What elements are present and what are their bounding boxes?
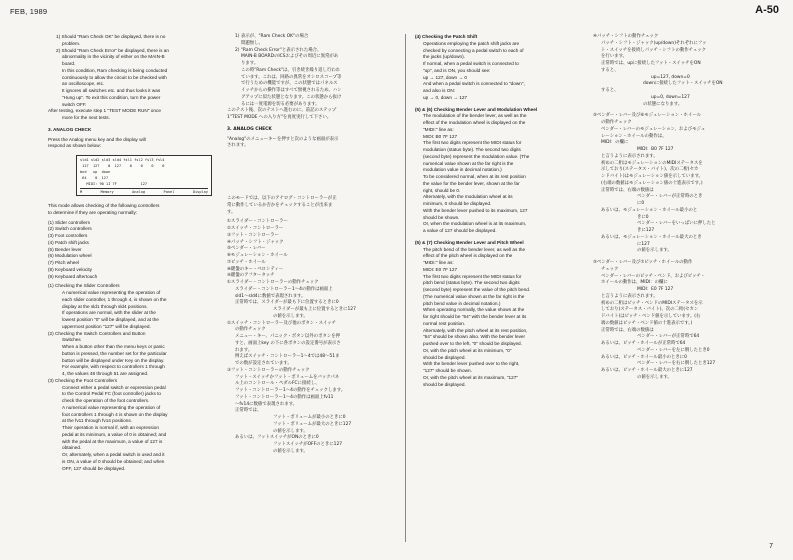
para: is ON, a value of 0 should be obtained; and when	[62, 458, 165, 464]
para: up → 0, down → 127	[423, 94, 468, 100]
list-item: ①スライダー・コントローラー	[227, 219, 288, 225]
para: MIDI: E0 7F 127	[423, 266, 458, 272]
lcd-row: bnd up down	[80, 170, 111, 174]
para: "Analog"のメニューキーを押すと次のような画面が表示	[227, 136, 339, 142]
para: checked by connecting a pedal switch to each of	[423, 47, 524, 53]
para: more for the next tests.	[62, 115, 110, 120]
para: When a button other than the menu keys or panic	[62, 344, 165, 349]
para: modulation (status byte). The second two digits	[423, 147, 521, 152]
para: フット・スイッチかフット・ボリュームをバックパネ	[235, 374, 340, 380]
para: sld1～sld4に数値で表現されます。	[235, 293, 306, 299]
para: normal rest position.	[423, 320, 466, 326]
para: ベンダー・レバーを右に倒したとき127	[637, 361, 716, 367]
para: ドバイト)はピッチ・ベンド値を示しています。(右	[601, 314, 701, 319]
para: あるいは、モジュレーション・ホイール最大のとき	[601, 234, 702, 240]
para: problem.	[62, 40, 81, 46]
para: レーション・ホイールの動作は、	[601, 133, 667, 139]
section-heading: 3. ANALOG CHECK	[227, 126, 272, 132]
subsection-heading: (1) Checking the Slider Controllers	[48, 283, 120, 289]
column-2-japanese	[227, 34, 397, 456]
para: a value of 127 should be displayed.	[423, 228, 497, 233]
para: abnormality in the vicinity of either on the MAIN-B	[62, 54, 165, 60]
list-item: ⑨鍵盤のアフタータッチ	[227, 273, 275, 279]
para: このテスト後、次のテストへ進むのに、前記のステップ	[227, 108, 337, 114]
para: あるいは、フットスイッチがONのときに0	[235, 435, 319, 441]
lcd-menu-item: Display	[192, 190, 208, 194]
para: In this condition, Ram checking is being conducted	[62, 67, 168, 73]
para: 正常時では、右端の数値は	[601, 327, 654, 333]
para: チェック	[601, 266, 619, 272]
para: フット・ボリュームが最大のときに127	[273, 421, 352, 427]
list-item: (4) Patch shift jacks	[48, 239, 89, 245]
para: With the bender lever pushed over to the right,	[423, 361, 520, 367]
para: Or, when the modulation wheel is at its maximum,	[423, 221, 527, 227]
para: "Hung up". To exit this condition, turn the power	[62, 94, 161, 100]
lcd-menu-item: Panel	[163, 190, 175, 194]
para: Operations employing the patch shift jacks are	[423, 40, 520, 46]
para: 示しており(ステータス・バイト)、次の二桁(セカ	[601, 167, 699, 173]
para: MAIN-B BOARDのICSおよびその周辺に異常があ	[241, 54, 339, 60]
list-item: (9) Keyboard aftertouch	[48, 273, 98, 279]
para: の値を示します。	[273, 313, 308, 319]
para: しており(ステータス・バイト)、次の二桁(セカン	[601, 307, 699, 313]
para: と言うように表示されます。	[601, 293, 658, 299]
para: Or, with the pitch wheel at its maximum, "127"	[423, 374, 519, 380]
para: (The numerical value shown at the far right is the	[423, 293, 525, 299]
header-date: FEB, 1989	[10, 7, 48, 16]
para: The first two digits represent the MIDI status for	[423, 140, 522, 146]
para: の値を示します。	[273, 448, 308, 454]
para: obtained.	[62, 445, 82, 451]
para: should be displayed.	[423, 354, 466, 360]
subsection-heading: ⑤ベンダー・レバー及び⑥モジュレーション・ホイール	[593, 113, 702, 119]
para: effect of the pitch wheel is displayed on the	[423, 253, 513, 259]
lcd-menu-bar	[80, 188, 208, 195]
lcd-display	[76, 155, 212, 196]
subsection-heading: ④パッチ・シフトの動作チェック	[593, 34, 659, 39]
para: button is pressed, the number set for the particular	[62, 350, 167, 356]
para: ています。これは、回路の異常をオシロスコープ等	[241, 74, 342, 80]
para: るには一度電源を切る必要があります。	[241, 101, 320, 107]
para: の動作チェック	[235, 327, 266, 333]
subsection-heading: ⑤ベンダー・レバー及び⑦ピッチ・ホイールの動作	[593, 260, 693, 265]
para: lowest position "0" will be displayed, and at the	[62, 317, 159, 322]
para: downに接続したフット・スイッチをON	[643, 81, 723, 87]
para: 例えばスイッチ・コントローラー1～4では48～51ま	[235, 354, 340, 360]
para: あるいは、ピッチ・ホイール最大のときに127	[601, 368, 693, 373]
para: イッチからの操作等はすべて無視されるため、ハン	[241, 88, 342, 93]
para: ル上のコントロール・ペダルFCに接続し、	[235, 381, 320, 387]
para: "up", and is ON, you should see:	[423, 67, 491, 73]
para: MIDI: B0 7F 127	[423, 133, 458, 139]
para: の値を示します。	[637, 248, 672, 254]
para: each slider controller, 1 through 4, is shown on the	[62, 296, 167, 302]
para: The modulation of the bender lever, as well as the	[423, 113, 527, 119]
para: minimum, 0 should be displayed.	[423, 201, 492, 206]
list-item: (8) Keyboard velocity	[48, 266, 93, 272]
para: "MIDI:" line as:	[423, 260, 454, 265]
para: right, should be 0.	[423, 187, 461, 193]
list-item: ②スイッチ・コントローラー	[227, 226, 284, 231]
para: あるいは、ピッチ・ホイール最小のときに0	[601, 354, 687, 360]
para: 4, the values 48 through 51 are assigned.	[62, 371, 149, 376]
para: 問題無し。	[241, 40, 263, 46]
subsection-heading: (5) & (7) Checking Bender Lever and Pitch Wheel	[415, 239, 524, 245]
para: numerical value shown at the far right is the	[423, 160, 514, 166]
page-number: 7	[769, 543, 773, 550]
para: If normal, when a pedal switch is connected to	[423, 61, 519, 66]
para: up=127, down=0	[651, 74, 690, 80]
para: pedal at its minimum, a value of 0 is obtained; and	[62, 431, 167, 437]
subsection-heading: (2) Checking the Switch Controllers and Button	[48, 330, 146, 336]
para: ベンダー・レバーが正常時のとき	[637, 194, 703, 200]
para: 1) Should "Ram Check OK" be displayed, there is no	[56, 34, 166, 39]
para: MIDI：E0 7F 127	[637, 287, 674, 292]
column-divider	[405, 34, 406, 542]
header-code: A-50	[755, 4, 779, 16]
para: ります。	[241, 61, 259, 66]
para: フットスイッチがOFFのときに127	[273, 442, 343, 447]
para: Or, alternately, when a pedal switch is used and it	[62, 452, 165, 457]
para: MIDI：B0 7F 127	[637, 147, 674, 152]
para: す。	[227, 209, 236, 215]
para: メニュー・キー、パニック・ボタン以外のボタンを押	[235, 334, 341, 339]
para: スライダーが最も上に位置するときに127	[273, 307, 356, 312]
column-1-english	[48, 34, 216, 472]
para: 1) 表示が、"Ram Check OK"の場合	[235, 34, 309, 39]
para: Their operation is normal if, with an expression	[62, 425, 159, 430]
para: での数が設定されています。	[235, 361, 292, 366]
para: modulation value in decimal notation.)	[423, 167, 502, 173]
para: Press the Analog menu key and the display will	[48, 136, 146, 142]
para: に127	[637, 241, 650, 247]
para: to the Control Pedal FC (foot controller) jacks to	[62, 391, 162, 397]
para: パッチ・シフト・ジャック(up/down)それぞれにフッ	[601, 40, 707, 46]
para: With the bender lever pushed to its maximum, 127	[423, 207, 528, 213]
lcd-menu-item: Analog	[132, 190, 146, 194]
para: すと、画面上key の下に各ボタンの設定番号が表示さ	[235, 340, 341, 346]
para: に0	[637, 201, 645, 206]
para: "127" should be shown.	[423, 368, 472, 373]
para: すると、	[601, 88, 619, 93]
para: あるいは、モジュレーション・ホイール最小のと	[601, 207, 698, 213]
lcd-menu-item: M	[80, 190, 83, 194]
para: ホイールの動作は、MIDI：の欄に	[601, 280, 668, 286]
subsection-heading: (3) Checking the Foot Controllers	[48, 377, 118, 383]
para: を行います。	[601, 54, 627, 60]
para: effect of the modulation wheel is displayed on the	[423, 120, 526, 125]
para: 2) "Ram Check Error"と表示された場合、	[235, 47, 322, 53]
para: The pitch bend of the bender lever, as well as the	[423, 246, 526, 252]
para: の値を示します。	[637, 374, 672, 380]
para: the value for the bender lever, shown at the far	[423, 180, 520, 186]
para: グアップに似た状態となります。この状態から抜け	[241, 94, 342, 100]
list-item: ⑧鍵盤のキー・ベロシティー	[227, 266, 284, 272]
para: ベンダー・レバーをいっぱいに押したと	[637, 221, 716, 227]
para: button will be displayed under Key on the display.	[62, 357, 165, 363]
para: far right should be "64" with the bender lever at its	[423, 314, 527, 319]
para: されます。	[227, 143, 249, 149]
para: ベンダー・レバーのピッチ・ベンド、およびピッチ・	[601, 273, 706, 279]
para: Alternately, with the pitch wheel at its rest position,	[423, 327, 528, 333]
para: and also is ON:	[423, 88, 456, 93]
para: pitch bend (status byte). The second two digits	[423, 280, 520, 286]
para: Or, with the pitch wheel at its minimum, "0"	[423, 347, 512, 353]
para: And when a pedal switch is connected to "down",	[423, 81, 525, 87]
para: フット・コントローラー1～4の動作は画面上fv11	[235, 394, 334, 400]
para: 端の数値はピッチ・ベンド値の十進表示です。)	[601, 320, 693, 326]
para: pitch bend value in decimal notation.)	[423, 300, 501, 306]
para: ベンダー・レバーを左に倒したとき0	[637, 347, 710, 353]
para: It ignores all switches etc. and thus looks it was	[62, 88, 161, 93]
list-item: ④パッチ・シフト・ジャック	[227, 239, 284, 245]
para: OFF, 127 should be displayed.	[62, 465, 126, 471]
list-item: (6) Modulation wheel	[48, 253, 92, 259]
para: スライダー・コントローラー1～4の動作は画面上	[235, 286, 333, 292]
list-item: ⑥モジュレーション・ホイール	[227, 253, 288, 258]
para: (second byte) represent the modulation value. (The	[423, 153, 530, 159]
lcd-row: sld1 sld2 sld3 sld4 fsl1 fsl2 fsl3 fsl4	[80, 158, 165, 162]
para: to determine if they are operating normally:	[48, 209, 138, 215]
para: ベンダー・レバーのモジュレーション、およびモジュ	[601, 126, 706, 132]
para: と言うように表示されます。	[601, 153, 658, 159]
para: the jacks (up/down).	[423, 54, 465, 60]
para: (右端の数値はモジュレーション値の十進表示です。)	[601, 180, 703, 186]
para: A numerical value representing the operation of	[62, 404, 161, 410]
para: で行うための機能ですが、この状態ではパネルス	[241, 81, 338, 87]
para: ンドバイト)はモジュレーション値を示しています。	[601, 174, 703, 179]
list-item: (1) Slider controllers	[48, 219, 90, 225]
para: 正常時では、スライダーが最も下に位置するときに0	[235, 300, 339, 306]
column-3-english	[415, 34, 583, 388]
para: きに0	[637, 214, 649, 220]
subsection-heading: ③フット・コントローラーの動作チェック	[227, 367, 310, 373]
para: すると、	[601, 67, 619, 73]
para: 初めの二桁はモジュレーションのMIDIステータスを	[601, 160, 703, 166]
para: To be considered normal, when at its rest position	[423, 174, 526, 179]
para: "64" should be shown also. With the bender lever	[423, 334, 526, 340]
subsection-heading: ②スイッチ・コントローラー及び他のボタン・スイッチ	[227, 320, 336, 326]
lcd-row: 64 0 127	[80, 176, 109, 180]
para: ベンダー・レバーが正常時で64	[637, 334, 700, 340]
para: up → 127, down → 0	[423, 74, 468, 80]
para: あるいは、ピッチ・ホイールが正常時で64	[601, 341, 686, 346]
para: MIDI：の欄に	[601, 140, 629, 146]
para: 正常時では、upに接続したフット・スイッチをON	[601, 61, 701, 66]
para: の動作チェック	[601, 120, 632, 125]
para: の状態になります。	[643, 101, 683, 107]
list-item: ③フット・コントローラー	[227, 232, 279, 238]
para: ト・スイッチを接続しパッチ・シフトの動作チェック	[601, 47, 707, 53]
para: respond as shown below:	[48, 143, 101, 149]
para: 初めの二桁はピッチ・ベンドのMIDIステータスを示	[601, 300, 703, 306]
para: an oscilloscope, etc.	[62, 81, 105, 87]
para: check the operation of the foot controllers.	[62, 398, 150, 403]
para: の値を示します。	[273, 428, 308, 434]
para: at the fv11 through fv14 positions.	[62, 418, 133, 424]
para: This mode allows checking of the following controllers	[48, 203, 160, 208]
para: For example, with respect to controllers 1 through	[62, 364, 165, 370]
para: uppermost position "127" will be displayed.	[62, 323, 151, 329]
para: 常に動作しているか否かをチェックすることが出来ま	[227, 202, 333, 208]
para: up=0, down=127	[651, 94, 690, 100]
subsection-heading: ①スライダー・コントローラーの動作チェック	[227, 280, 319, 285]
section-heading: 3. ANALOG CHECK	[48, 126, 92, 132]
subsection-heading: (4) Checking the Patch Shift	[415, 34, 478, 39]
para: should be shown.	[423, 214, 460, 220]
para: continuously to allow the circuit to be checked with	[62, 74, 167, 80]
para: should be displayed.	[423, 381, 466, 387]
para: このモードでは、以下のアナログ・コントローラーが正	[227, 196, 337, 201]
para: When operating normally, the value shown at the	[423, 307, 525, 313]
list-item: (5) Bender lever	[48, 246, 82, 252]
lcd-row: MIDI: 90 1I 7F 127	[80, 182, 148, 186]
para: "MIDI:" line as:	[423, 126, 454, 132]
para: 1"TEST MODE への入り方"を再度実行して下さい。	[227, 115, 332, 120]
subsection-heading: (5) & (6) Checking Bender Lever and Modulation Wheel	[415, 106, 538, 112]
para: Connect either a pedal switch or expression pedal	[62, 384, 166, 390]
lcd-menu-item: Memory	[100, 190, 114, 194]
para: foot controllers 1 through 4 is shown on the display	[62, 411, 168, 417]
para: フット・コントローラー1～4の動作をチェックします。	[235, 388, 346, 393]
para: The first two digits represent the MIDI status for	[423, 273, 522, 279]
para: ～fv14に数値で表現されます。	[235, 401, 298, 407]
list-item: (7) Pitch wheel	[48, 260, 80, 265]
para: A numerical value representing the operation of	[62, 290, 161, 295]
para: 正常時では、	[235, 408, 262, 414]
column-4-japanese	[593, 34, 768, 382]
list-item: (3) Foot controllers	[48, 233, 88, 238]
para: (second byte) represent the value of the pitch bend.	[423, 287, 531, 292]
para: switch OFF.	[62, 101, 87, 107]
para: れます。	[235, 347, 253, 353]
para: 正常時では、右端の数値は	[601, 187, 654, 193]
para: board.	[62, 61, 76, 66]
para: with the pedal at the maximum, a value of 127 is	[62, 438, 163, 444]
lcd-row: 127 127 0 127 0 0 0 0	[80, 164, 165, 168]
para: Alternately, with the modulation wheel at its	[423, 194, 513, 200]
para: If operations are normal, with the slider at the	[62, 310, 156, 316]
para: フット・ボリュームが最小のときに0	[273, 415, 346, 420]
para: pushed over to the left, "0" should be displayed.	[423, 341, 522, 346]
list-item: (2) Switch controllers	[48, 226, 92, 232]
list-item: ⑦ピッチ・ホイール	[227, 259, 266, 265]
list-item: ⑤ベンダー・レバー	[227, 246, 266, 252]
para: きに127	[637, 228, 655, 233]
para: この時"Ram Check"は、引き続き繰り返し行われ	[241, 67, 341, 73]
para: 2) Should "Ram Check Error" be displayed, there is an	[56, 47, 170, 53]
para: display at the sld1 through sld4 positions.	[62, 303, 148, 309]
para: Switches	[62, 337, 81, 343]
para: After testing, execute step 1 "TEST MODE RUN" once	[48, 108, 161, 114]
